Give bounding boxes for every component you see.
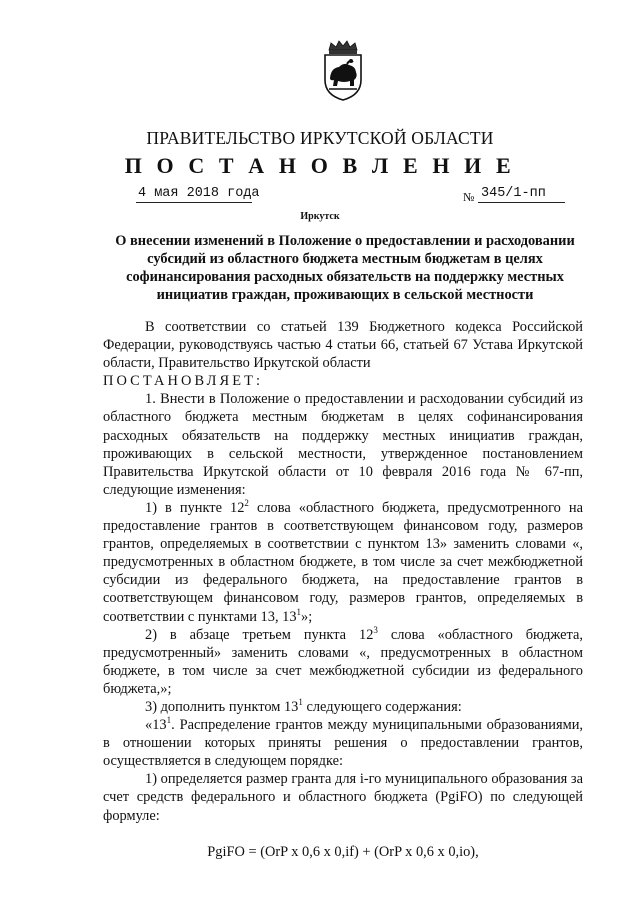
number-underline <box>478 202 565 203</box>
decree-date: 4 мая 2018 года <box>138 186 260 201</box>
document-heading: О внесении изменений в Положение о предоставлении и расходовании субсидий из областного бюджета местным бюджетам в целях софинансирования расходных обязательств на поддержку местных инициатив граждан, проживающих в сельской местности <box>115 233 575 303</box>
quoted-clause: «$13^1$. Распределение грантов между муниципальными образованиями, в отношении которых приняты решения о предоставлении грантов, осуществляется в следующем порядке: <box>103 715 583 770</box>
subitem-1: 1) определяется размер гранта для i-го муниципального образования за счет средств федерального и областного бюджета (PgiFO) по следующей формуле: <box>103 771 583 824</box>
paragraph-1: 1. Внести в Положение о предоставлении и расходовании субсидий из областного бюджета местным бюджетам в целях софинансирования расходных обязательств на поддержку местных инициатив граждан, проживающих в сельской местности, утвержденное постановлением Правительства Иркутской области от 10 февраля 2016 года № 67-пп, следующие изменения: <box>103 391 583 498</box>
irkutsk-coat-of-arms-icon <box>317 40 369 102</box>
date-underline <box>136 202 252 203</box>
city-name: Иркутск <box>300 211 340 222</box>
item-2: 2) в абзаце третьем пункта $12^3$ слова «областного бюджета, предусмотренный» заменить словами «, предусмотренных в областном бюджете, в том числе за счет межбюджетной субсидии из федерального бюджета,»; <box>103 624 583 697</box>
government-title: ПРАВИТЕЛЬСТВО ИРКУТСКОЙ ОБЛАСТИ <box>146 128 494 148</box>
item-3: 3) дополнить пунктом $13^1$ следующего содержания: <box>145 697 462 715</box>
item-1: 1) в пункте $12^2$ слова «областного бюджета, предусмотренного на предоставление грантов в соответствующем финансовом году, размеров грантов, определяемых в соответствии с пунктом 13» заменить словами «, предусмотренных в областном бюджете, в том числе за счет межбюджетной субсидии из федерального бюджета, на предоставление грантов в соответствующем финансовом году, размеров грантов, определяемых в соответствии с пунктами 13, $13^1$»; <box>103 498 583 625</box>
document-body <box>103 318 583 861</box>
formula: PgiFO = (OrP x 0,6 x 0,if) + (OrP x 0,6 x 0,io), <box>207 843 479 860</box>
number-sign: № <box>463 190 475 204</box>
preamble-paragraph: В соответствии со статьей 139 Бюджетного кодекса Российской Федерации, руководствуясь частью 4 статьи 66, статьей 67 Устава Иркутской области, Правительство Иркутской области <box>103 319 583 372</box>
decree-number: 345/1-пп <box>481 186 546 201</box>
resolves-label: ПОСТАНОВЛЯЕТ: <box>103 373 264 390</box>
decree-title: П О С Т А Н О В Л Е Н И Е <box>124 153 516 178</box>
